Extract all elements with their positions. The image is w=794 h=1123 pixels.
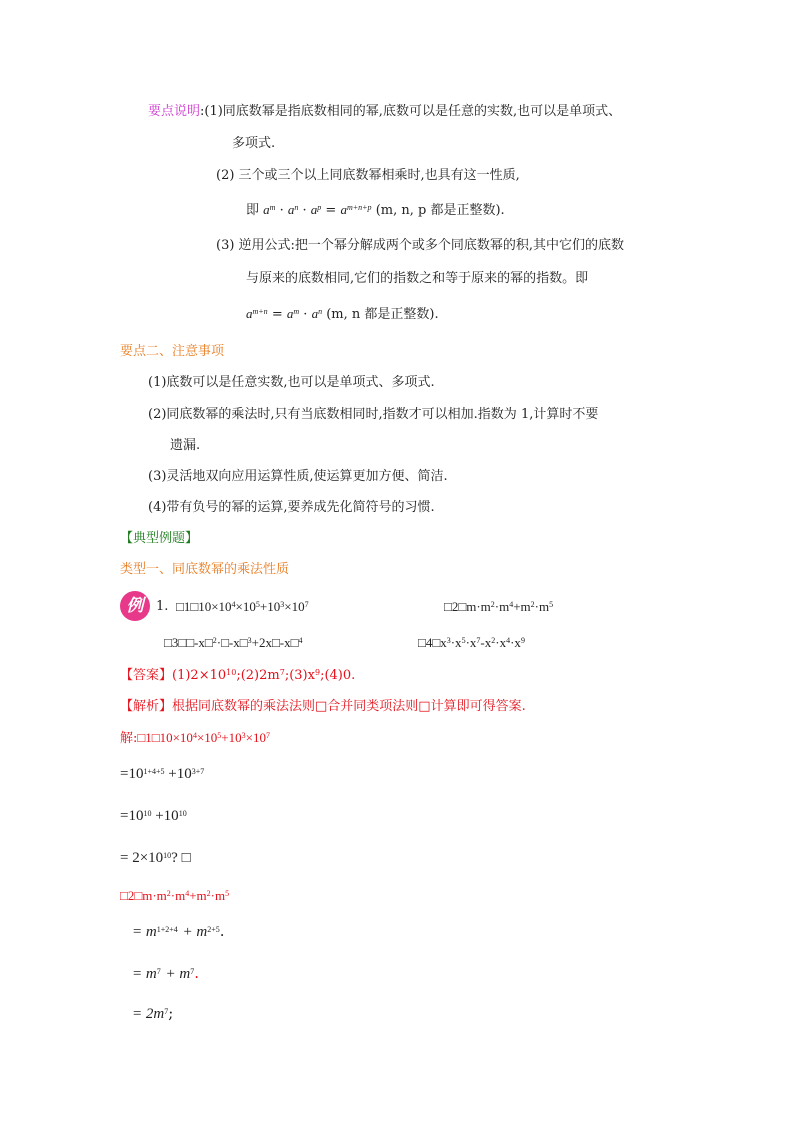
points-line-3: (2) 三个或三个以上同底数幂相乘时,也具有这一性质,: [216, 168, 520, 183]
section2-item-4: (4)带有负号的幂的运算,要养成先化简符号的习惯.: [148, 500, 435, 515]
section2-item-2-cont: 遗漏.: [170, 438, 201, 453]
points-item1-text: :(1)同底数幂是指底数相同的幂,底数可以是任意的实数,也可以是单项式、: [200, 104, 622, 119]
solution-1-step-3: = $2\times 10^{10}$? □: [120, 850, 191, 866]
solution-2-head: $□2□m\cdot m^2\cdot m^4+m^2\cdot m^5$: [120, 888, 230, 903]
solution-label: 解:: [120, 731, 138, 746]
points-line-5: 与原来的底数相同,它们的指数之和等于原来的幂的指数。即: [246, 271, 589, 286]
points-formula-1: 即 $a^m \cdot a^n \cdot a^p = a^{m+n+p}$ (m, n, p 都是正整数).: [246, 202, 505, 218]
solution-head: 解$:□1□10\times 10^4\times 10^5+10^3\times 10^7$: [120, 730, 270, 746]
examples-header: 【典型例题】: [120, 531, 199, 546]
solution-2-step-2: = $m^7 + m^7$.: [132, 964, 199, 982]
example-badge-icon: 例: [120, 591, 150, 621]
answer-label: 【答案】: [120, 668, 173, 683]
solution-1-step-1: $=10^{1+4+5} +10^{3+7}$: [120, 766, 205, 782]
section2-title: 要点二、注意事项: [120, 344, 225, 359]
analysis-line: [120, 698, 526, 716]
answer-line: 【答案】$(1)2\times 10^{10};(2)2m^7;(3)x^9;(4)0$.: [120, 668, 356, 683]
type1-title: 类型一、同底数幂的乘法性质: [120, 562, 290, 577]
points-line-2: 多项式.: [232, 136, 276, 151]
points-line-4: (3) 逆用公式:把一个幂分解成两个或多个同底数幂的积,其中它们的底数: [216, 238, 625, 253]
solution-2-step-3: = $2m^7$;: [132, 1004, 174, 1022]
solution-2-step-1: = $m^{1+2+4} + m^{2+5}$.: [132, 922, 225, 940]
analysis-label: 【解析】: [120, 699, 173, 714]
solution-1-step-2: $=10^{10} +10^{10}$: [120, 808, 187, 824]
example-number: 1.: [156, 599, 169, 614]
points-line-1: [148, 103, 621, 121]
question-3: □3□□-x□$^2$·□-x□$^3$+2x□-x□$^4$: [164, 635, 303, 650]
section2-item-1: (1)底数可以是任意实数,也可以是单项式、多项式.: [148, 375, 435, 390]
question-1: $□1□10\times 10^4\times 10^5+10^3\times 10^7$: [176, 599, 309, 614]
question-2: $□2□m\cdot m^2\cdot m^4+m^2\cdot m^5$: [444, 599, 554, 614]
analysis-text: 根据同底数幂的乘法法则□合并同类项法则□计算即可得答案.: [172, 699, 526, 714]
points-heading: 要点说明: [148, 104, 201, 119]
question-4: $□4□x^3\cdot x^5\cdot x^7-x^2\cdot x^4\cdot x^9$: [418, 635, 525, 650]
section2-item-3: (3)灵活地双向应用运算性质,使运算更加方便、简洁.: [148, 469, 448, 484]
section2-item-2: (2)同底数幂的乘法时,只有当底数相同时,指数才可以相加.指数为 1,计算时不要: [148, 407, 599, 422]
points-formula-2: $a^{m+n} = a^m \cdot a^n$ (m, n 都是正整数).: [246, 306, 439, 322]
